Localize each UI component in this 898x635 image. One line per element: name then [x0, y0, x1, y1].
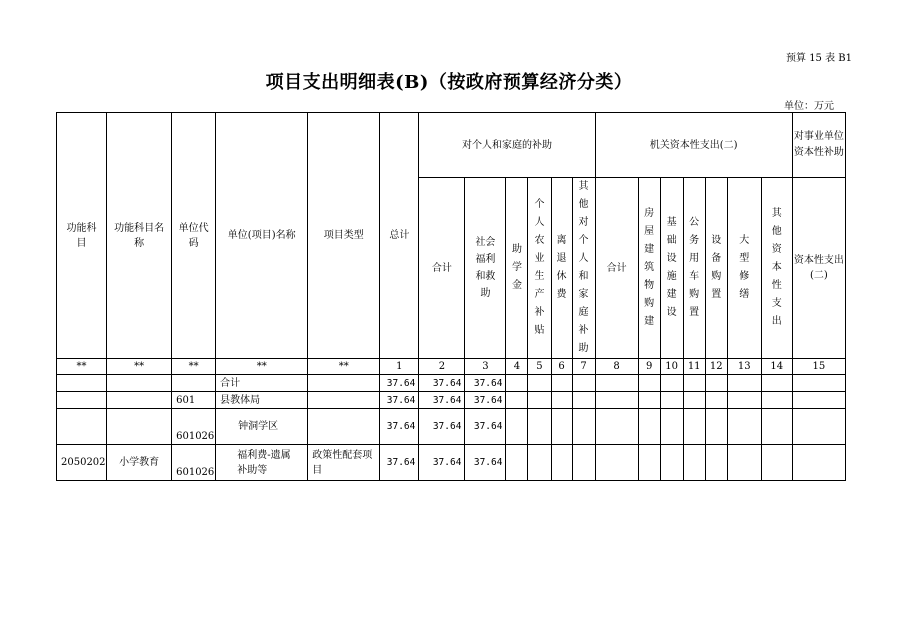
cell-empty: [572, 409, 595, 445]
header-func-subject-name: 功能科目名称: [107, 113, 172, 359]
cell-empty: [528, 445, 551, 481]
cell-empty: [705, 375, 727, 392]
cell-empty: [705, 392, 727, 409]
header-c-total: 合计: [595, 178, 638, 359]
cell-empty: [551, 392, 572, 409]
table-row: [57, 409, 846, 445]
cell-p-total: 37.64: [419, 392, 465, 409]
cell-empty: [551, 409, 572, 445]
cell-empty: [506, 392, 528, 409]
index-cell: 12: [705, 359, 727, 375]
unit-label: 单位：万元: [784, 101, 834, 112]
header-c-infra: 基础设施建设: [660, 178, 683, 359]
cell-total: 37.64: [380, 445, 419, 481]
cell-empty: [683, 445, 705, 481]
cell-empty: [727, 409, 761, 445]
cell-empty: [572, 375, 595, 392]
cell-empty: [595, 445, 638, 481]
index-cell: 11: [683, 359, 705, 375]
index-cell: **: [107, 359, 172, 375]
cell-p-welfare: 37.64: [465, 445, 506, 481]
cell-empty: [705, 445, 727, 481]
project-expenditure-table: [56, 112, 846, 481]
cell-empty: [727, 445, 761, 481]
cell-p-total: 37.64: [419, 375, 465, 392]
cell-empty: [528, 375, 551, 392]
cell-func-name: 小学教育: [107, 445, 172, 481]
header-e-capital: 资本性支出(二): [792, 178, 845, 359]
cell-p-total: 37.64: [419, 445, 465, 481]
cell-empty: [660, 445, 683, 481]
cell-func: [57, 409, 107, 445]
header-total: 总计: [380, 113, 419, 359]
cell-empty: [506, 375, 528, 392]
cell-type: [308, 375, 380, 392]
cell-empty: [638, 375, 660, 392]
header-p-farm: 个人农业生产补贴: [528, 178, 551, 359]
cell-empty: [595, 409, 638, 445]
cell-total: 37.64: [380, 375, 419, 392]
cell-func-name: [107, 375, 172, 392]
index-cell: 10: [660, 359, 683, 375]
index-cell: 15: [792, 359, 845, 375]
cell-code: [172, 375, 216, 392]
cell-type: [308, 392, 380, 409]
cell-empty: [528, 392, 551, 409]
table-row: [57, 445, 846, 481]
cell-empty: [792, 392, 845, 409]
header-group-enterprise: 对事业单位资本性补助: [792, 113, 845, 178]
index-cell: 14: [761, 359, 792, 375]
cell-empty: [761, 409, 792, 445]
cell-empty: [761, 375, 792, 392]
cell-total: 37.64: [380, 409, 419, 445]
cell-code: 601026: [172, 445, 216, 481]
index-cell: **: [308, 359, 380, 375]
header-group-capital: 机关资本性支出(二): [595, 113, 792, 178]
cell-empty: [572, 445, 595, 481]
cell-empty: [595, 375, 638, 392]
cell-p-welfare: 37.64: [465, 375, 506, 392]
cell-empty: [506, 409, 528, 445]
cell-total: 37.64: [380, 392, 419, 409]
cell-empty: [638, 445, 660, 481]
cell-empty: [595, 392, 638, 409]
header-c-equip: 设备购置: [705, 178, 727, 359]
cell-empty: [792, 375, 845, 392]
index-cell: 7: [572, 359, 595, 375]
index-cell: 9: [638, 359, 660, 375]
cell-func-name: [107, 392, 172, 409]
cell-type: [308, 409, 380, 445]
cell-empty: [761, 445, 792, 481]
cell-empty: [705, 409, 727, 445]
index-cell: 4: [506, 359, 528, 375]
header-c-repair: 大型修缮: [727, 178, 761, 359]
cell-empty: [683, 392, 705, 409]
cell-empty: [761, 392, 792, 409]
header-p-other: 其他对个人和家庭补助: [572, 178, 595, 359]
header-c-other: 其他资本性支出: [761, 178, 792, 359]
table-row: [57, 392, 846, 409]
index-cell: 6: [551, 359, 572, 375]
cell-p-total: 37.64: [419, 409, 465, 445]
cell-empty: [551, 375, 572, 392]
cell-empty: [727, 375, 761, 392]
cell-func-name: [107, 409, 172, 445]
header-func-subject: 功能科目: [57, 113, 107, 359]
header-p-welfare: 社会福利和救助: [465, 178, 506, 359]
cell-func: [57, 392, 107, 409]
cell-p-welfare: 37.64: [465, 392, 506, 409]
header-c-car: 公务用车购置: [683, 178, 705, 359]
index-cell: 1: [380, 359, 419, 375]
cell-name: 合计: [216, 375, 308, 392]
index-cell: 8: [595, 359, 638, 375]
cell-type: 政策性配套项目: [308, 445, 380, 481]
cell-empty: [660, 375, 683, 392]
index-cell: **: [216, 359, 308, 375]
index-cell: 5: [528, 359, 551, 375]
cell-empty: [638, 409, 660, 445]
cell-empty: [727, 392, 761, 409]
cell-code: 601: [172, 392, 216, 409]
header-p-retire: 离退休费: [551, 178, 572, 359]
header-c-house: 房屋建筑物购建: [638, 178, 660, 359]
cell-empty: [683, 409, 705, 445]
cell-code: 601026: [172, 409, 216, 445]
header-unit-code: 单位代码: [172, 113, 216, 359]
header-row-1: [57, 113, 846, 178]
cell-empty: [792, 409, 845, 445]
cell-name: 福利费-遗属补助等: [216, 445, 308, 481]
index-row: [57, 359, 846, 375]
index-cell: **: [57, 359, 107, 375]
cell-empty: [506, 445, 528, 481]
cell-func: [57, 375, 107, 392]
cell-empty: [683, 375, 705, 392]
cell-name: 钟洞学区: [216, 409, 308, 445]
cell-empty: [660, 392, 683, 409]
cell-empty: [528, 409, 551, 445]
header-p-aid: 助学金: [506, 178, 528, 359]
table-row: [57, 375, 846, 392]
index-cell: 13: [727, 359, 761, 375]
cell-empty: [660, 409, 683, 445]
header-group-personal: 对个人和家庭的补助: [419, 113, 595, 178]
cell-p-welfare: 37.64: [465, 409, 506, 445]
cell-func: 2050202: [57, 445, 107, 481]
cell-empty: [572, 392, 595, 409]
cell-empty: [638, 392, 660, 409]
index-cell: 2: [419, 359, 465, 375]
index-cell: **: [172, 359, 216, 375]
header-project-type: 项目类型: [308, 113, 380, 359]
header-unit-name: 单位(项目)名称: [216, 113, 308, 359]
form-number: 预算 15 表 B1: [786, 53, 852, 64]
cell-empty: [551, 445, 572, 481]
header-p-total: 合计: [419, 178, 465, 359]
page-title: 项目支出明细表(B)（按政府预算经济分类）: [265, 72, 633, 93]
index-cell: 3: [465, 359, 506, 375]
cell-name: 县教体局: [216, 392, 308, 409]
cell-empty: [792, 445, 845, 481]
